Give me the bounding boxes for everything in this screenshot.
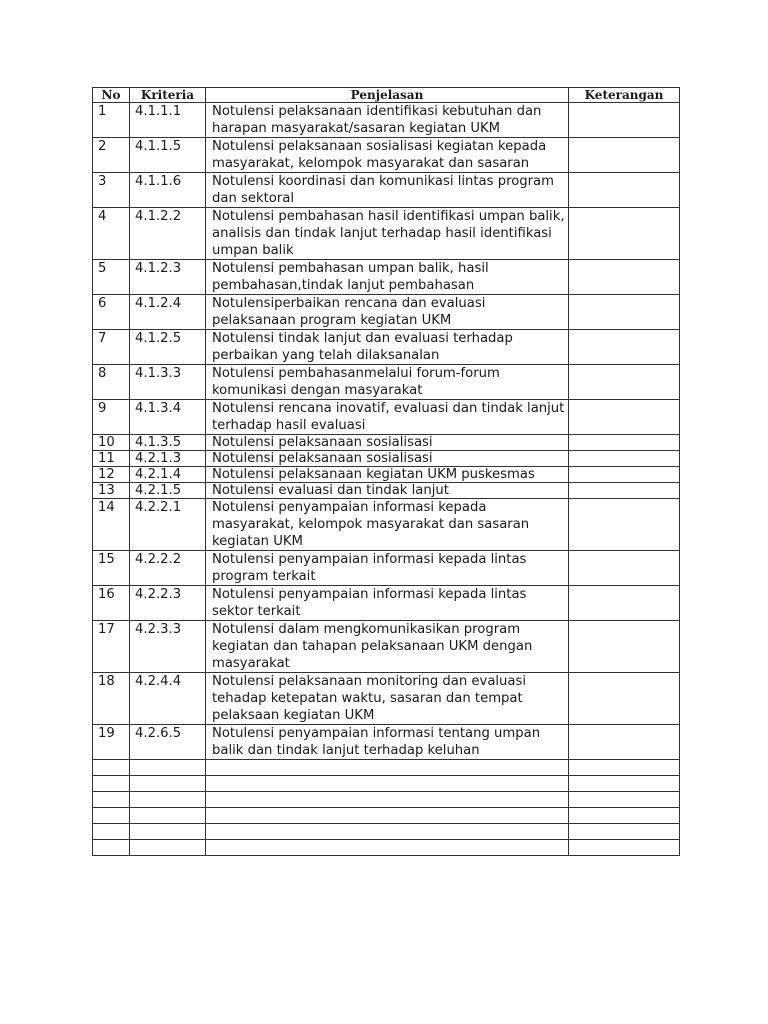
empty-cell [93, 776, 130, 792]
cell-kriteria: 4.2.1.5 [130, 483, 206, 499]
empty-cell [93, 760, 130, 776]
cell-no: 2 [93, 138, 130, 173]
cell-kriteria: 4.1.1.6 [130, 173, 206, 208]
cell-kriteria: 4.1.3.3 [130, 365, 206, 400]
empty-cell [130, 776, 206, 792]
cell-no: 11 [93, 451, 130, 467]
cell-keterangan [569, 208, 680, 260]
cell-keterangan [569, 330, 680, 365]
cell-no: 14 [93, 499, 130, 551]
cell-keterangan [569, 435, 680, 451]
cell-penjelasan: Notulensi pelaksanaan monitoring dan evaluasi tehadap ketepatan waktu, sasaran dan tempat pelaksaan kegiatan UKM [206, 673, 569, 725]
empty-cell [206, 760, 569, 776]
cell-kriteria: 4.2.2.3 [130, 586, 206, 621]
cell-keterangan [569, 400, 680, 435]
cell-keterangan [569, 103, 680, 138]
table-row [93, 435, 680, 451]
cell-kriteria: 4.2.4.4 [130, 673, 206, 725]
cell-kriteria: 4.1.3.5 [130, 435, 206, 451]
table-header-row [93, 88, 680, 103]
empty-cell [93, 792, 130, 808]
table-body [93, 103, 680, 856]
cell-no: 8 [93, 365, 130, 400]
cell-kriteria: 4.1.2.5 [130, 330, 206, 365]
empty-cell [93, 824, 130, 840]
table-row [93, 621, 680, 673]
table-row [93, 673, 680, 725]
cell-no: 17 [93, 621, 130, 673]
empty-cell [206, 776, 569, 792]
cell-kriteria: 4.2.1.3 [130, 451, 206, 467]
cell-penjelasan: Notulensi pelaksanaan identifikasi kebutuhan dan harapan masyarakat/sasaran kegiatan UKM [206, 103, 569, 138]
cell-kriteria: 4.1.1.1 [130, 103, 206, 138]
empty-cell [206, 792, 569, 808]
cell-kriteria: 4.1.3.4 [130, 400, 206, 435]
cell-keterangan [569, 673, 680, 725]
table-row [93, 551, 680, 586]
cell-keterangan [569, 451, 680, 467]
cell-kriteria: 4.2.1.4 [130, 467, 206, 483]
cell-keterangan [569, 295, 680, 330]
empty-cell [130, 792, 206, 808]
criteria-table [92, 87, 680, 856]
empty-table-row [93, 808, 680, 824]
cell-no: 9 [93, 400, 130, 435]
cell-penjelasan: Notulensi dalam mengkomunikasikan program kegiatan dan tahapan pelaksanaan UKM dengan masyarakat [206, 621, 569, 673]
empty-cell [130, 824, 206, 840]
table-row [93, 365, 680, 400]
cell-penjelasan: Notulensiperbaikan rencana dan evaluasi pelaksanaan program kegiatan UKM [206, 295, 569, 330]
empty-cell [130, 808, 206, 824]
cell-penjelasan: Notulensi penyampaian informasi tentang umpan balik dan tindak lanjut terhadap keluhan [206, 725, 569, 760]
header-no: No [93, 88, 130, 103]
cell-no: 3 [93, 173, 130, 208]
table-row [93, 330, 680, 365]
cell-penjelasan: Notulensi rencana inovatif, evaluasi dan tindak lanjut terhadap hasil evaluasi [206, 400, 569, 435]
cell-no: 4 [93, 208, 130, 260]
cell-no: 16 [93, 586, 130, 621]
cell-keterangan [569, 173, 680, 208]
empty-cell [569, 776, 680, 792]
empty-cell [206, 808, 569, 824]
cell-kriteria: 4.2.2.1 [130, 499, 206, 551]
cell-penjelasan: Notulensi pelaksanaan kegiatan UKM puskesmas [206, 467, 569, 483]
cell-no: 6 [93, 295, 130, 330]
cell-keterangan [569, 365, 680, 400]
header-keterangan: Keterangan [569, 88, 680, 103]
cell-no: 13 [93, 483, 130, 499]
table-row [93, 725, 680, 760]
empty-cell [569, 824, 680, 840]
table-row [93, 586, 680, 621]
empty-table-row [93, 776, 680, 792]
empty-cell [569, 760, 680, 776]
table-row [93, 173, 680, 208]
empty-cell [569, 808, 680, 824]
empty-table-row [93, 840, 680, 856]
cell-kriteria: 4.1.1.5 [130, 138, 206, 173]
cell-penjelasan: Notulensi pembahasan umpan balik, hasil pembahasan,tindak lanjut pembahasan [206, 260, 569, 295]
cell-keterangan [569, 551, 680, 586]
table-row [93, 103, 680, 138]
table-row [93, 260, 680, 295]
cell-keterangan [569, 586, 680, 621]
table-row [93, 467, 680, 483]
cell-keterangan [569, 483, 680, 499]
cell-penjelasan: Notulensi pelaksanaan sosialisasi [206, 451, 569, 467]
empty-cell [569, 792, 680, 808]
empty-table-row [93, 824, 680, 840]
table-row [93, 138, 680, 173]
cell-keterangan [569, 467, 680, 483]
empty-table-row [93, 792, 680, 808]
cell-keterangan [569, 138, 680, 173]
cell-kriteria: 4.1.2.2 [130, 208, 206, 260]
cell-keterangan [569, 621, 680, 673]
empty-cell [130, 840, 206, 856]
empty-table-row [93, 760, 680, 776]
cell-penjelasan: Notulensi koordinasi dan komunikasi lintas program dan sektoral [206, 173, 569, 208]
header-kriteria: Kriteria [130, 88, 206, 103]
cell-keterangan [569, 725, 680, 760]
cell-keterangan [569, 499, 680, 551]
cell-kriteria: 4.2.2.2 [130, 551, 206, 586]
cell-no: 5 [93, 260, 130, 295]
cell-keterangan [569, 260, 680, 295]
cell-penjelasan: Notulensi tindak lanjut dan evaluasi terhadap perbaikan yang telah dilaksanalan [206, 330, 569, 365]
cell-penjelasan: Notulensi pelaksanaan sosialisasi kegiatan kepada masyarakat, kelompok masyarakat dan sasaran [206, 138, 569, 173]
empty-cell [130, 760, 206, 776]
cell-penjelasan: Notulensi pembahasanmelalui forum-forum komunikasi dengan masyarakat [206, 365, 569, 400]
empty-cell [93, 840, 130, 856]
header-penjelasan: Penjelasan [206, 88, 569, 103]
cell-no: 1 [93, 103, 130, 138]
cell-penjelasan: Notulensi penyampaian informasi kepada masyarakat, kelompok masyarakat dan sasaran kegiatan UKM [206, 499, 569, 551]
cell-penjelasan: Notulensi pelaksanaan sosialisasi [206, 435, 569, 451]
empty-cell [206, 824, 569, 840]
cell-no: 12 [93, 467, 130, 483]
cell-no: 19 [93, 725, 130, 760]
empty-cell [93, 808, 130, 824]
cell-kriteria: 4.2.3.3 [130, 621, 206, 673]
cell-penjelasan: Notulensi pembahasan hasil identifikasi umpan balik, analisis dan tindak lanjut terhadap hasil identifikasi umpan balik [206, 208, 569, 260]
table-row [93, 295, 680, 330]
table-row [93, 483, 680, 499]
cell-penjelasan: Notulensi penyampaian informasi kepada lintas program terkait [206, 551, 569, 586]
cell-kriteria: 4.2.6.5 [130, 725, 206, 760]
table-row [93, 451, 680, 467]
cell-no: 10 [93, 435, 130, 451]
cell-no: 18 [93, 673, 130, 725]
empty-cell [569, 840, 680, 856]
table-row [93, 208, 680, 260]
cell-kriteria: 4.1.2.4 [130, 295, 206, 330]
cell-penjelasan: Notulensi evaluasi dan tindak lanjut [206, 483, 569, 499]
cell-no: 15 [93, 551, 130, 586]
table-row [93, 400, 680, 435]
cell-penjelasan: Notulensi penyampaian informasi kepada lintas sektor terkait [206, 586, 569, 621]
cell-kriteria: 4.1.2.3 [130, 260, 206, 295]
table-row [93, 499, 680, 551]
cell-no: 7 [93, 330, 130, 365]
empty-cell [206, 840, 569, 856]
